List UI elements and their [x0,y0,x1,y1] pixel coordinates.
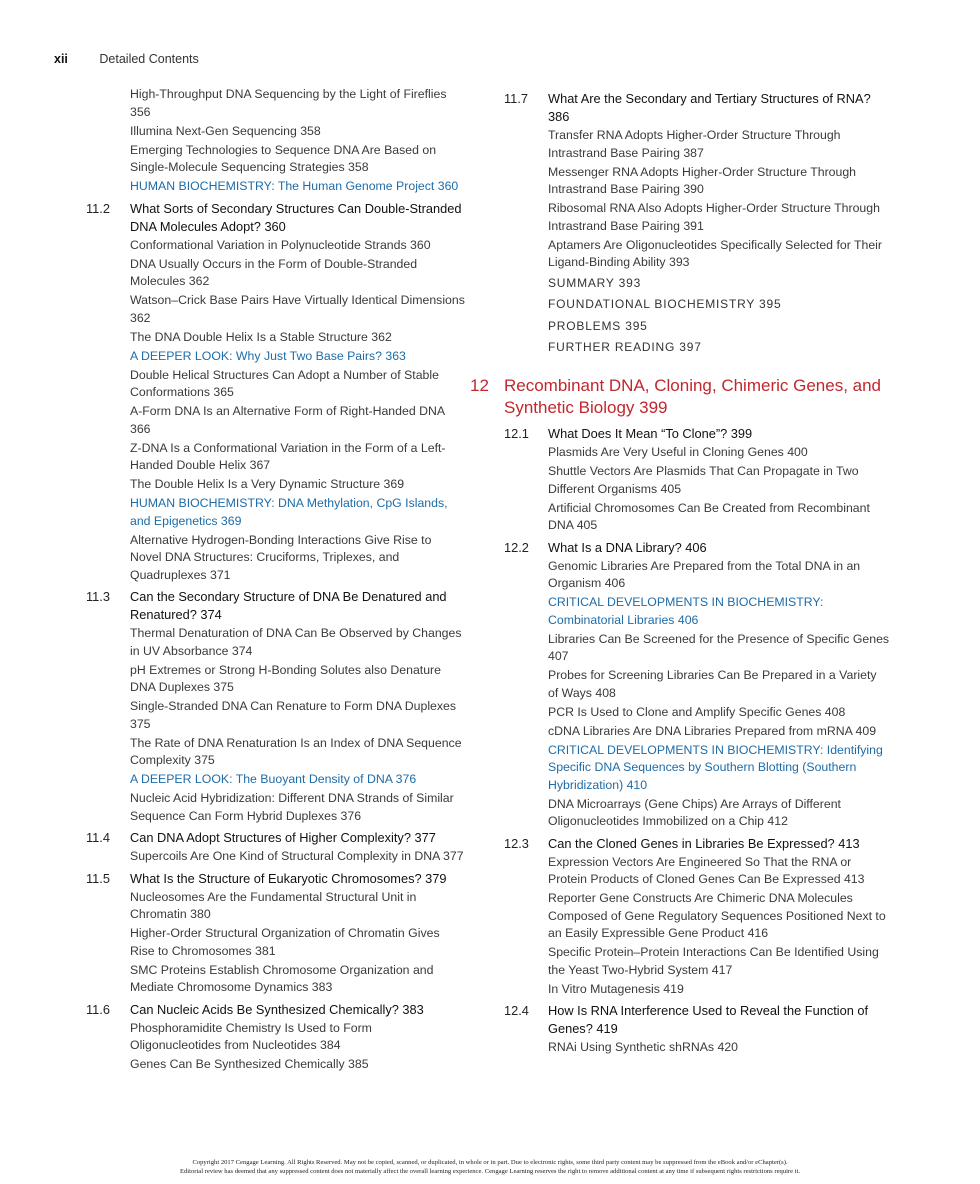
section-number: 12.4 [504,1003,529,1018]
section-number: 11.6 [86,1001,110,1017]
feature-box-link[interactable]: A DEEPER LOOK: The Buoyant Density of DNA 376 [130,772,417,786]
toc-subentry[interactable]: Transfer RNA Adopts Higher-Order Structure Through Intrastrand Base Pairing 387 [548,128,841,160]
toc-subentry[interactable]: Nucleosomes Are the Fundamental Structural Unit in Chromatin 380 [130,889,417,921]
toc-subentry[interactable]: Genes Can Be Synthesized Chemically 385 [130,1057,369,1071]
toc-subentry[interactable]: DNA Usually Occurs in the Form of Double-Stranded Molecules 362 [130,256,418,288]
toc-section[interactable] [504,539,890,557]
toc-subentry[interactable]: Higher-Order Structural Organization of Chromatin Gives Rise to Chromosomes 381 [130,926,440,958]
toc-subentry[interactable]: Probes for Screening Libraries Can Be Prepared in a Variety of Ways 408 [548,668,877,700]
toc-subentry[interactable]: RNAi Using Synthetic shRNAs 420 [548,1040,738,1054]
toc-subentry[interactable]: Specific Protein–Protein Interactions Can Be Identified Using the Yeast Two-Hybrid System 417 [548,945,879,977]
section-title[interactable]: Can Nucleic Acids Be Synthesized Chemically? 383 [130,1001,424,1017]
toc-subentry[interactable]: The Rate of DNA Renaturation Is an Index of DNA Sequence Complexity 375 [130,735,462,767]
toc-section[interactable] [86,200,466,236]
toc-subentry[interactable]: Ribosomal RNA Also Adopts Higher-Order Structure Through Intrastrand Base Pairing 391 [548,201,880,233]
toc-subentry[interactable]: Alternative Hydrogen-Bonding Interactions Give Rise to Novel DNA Structures: Cruciforms, Triplexes, and Quadruplexes 371 [130,532,432,582]
toc-section[interactable] [504,425,890,443]
toc-subentry[interactable]: Reporter Gene Constructs Are Chimeric DNA Molecules Composed of Gene Regulatory Sequences Positioned Next to an Easily Expressible Gene Product 416 [548,891,886,940]
section-number: 12.3 [504,835,529,851]
toc-subentry[interactable]: Illumina Next-Gen Sequencing 358 [130,123,321,138]
copyright-footer [0,1158,980,1176]
toc-subentry[interactable]: Thermal Denaturation of DNA Can Be Observed by Changes in UV Absorbance 374 [130,626,462,658]
copyright-line-2: Editorial review has deemed that any suppressed content does not materially affect the overall learning experience. Cengage Learning reserves the right to remove additional content at any time if subsequent rights restrictions require it. [179,1168,801,1175]
feature-box-link[interactable]: CRITICAL DEVELOPMENTS IN BIOCHEMISTRY: Identifying Specific DNA Sequences by Southern Blotting (Southern Hybridization) 410 [548,742,883,792]
feature-box-link[interactable]: HUMAN BIOCHEMISTRY: The Human Genome Project 360 [130,179,459,193]
section-number: 11.4 [86,830,110,845]
page-header [54,52,199,66]
toc-subentry[interactable]: Supercoils Are One Kind of Structural Complexity in DNA 377 [130,849,464,863]
toc-subentry[interactable]: Artificial Chromosomes Can Be Created from Recombinant DNA 405 [548,500,870,532]
section-number: 12.2 [504,539,529,555]
end-matter-item[interactable]: FURTHER READING 397 [548,340,702,354]
section-title[interactable]: What Sorts of Secondary Structures Can Double-Stranded DNA Molecules Adopt? 360 [130,200,462,234]
right-column [470,86,890,1058]
toc-subentry[interactable]: Phosphoramidite Chemistry Is Used to Form Oligonucleotides from Nucleotides 384 [130,1020,372,1052]
section-number: 11.5 [86,870,110,886]
toc-subentry[interactable]: SMC Proteins Establish Chromosome Organization and Mediate Chromosome Dynamics 383 [130,962,434,994]
section-title[interactable]: What Does It Mean “To Clone”? 399 [548,426,753,441]
section-title[interactable]: What Is the Structure of Eukaryotic Chromosomes? 379 [130,870,447,886]
toc-subentry[interactable]: cDNA Libraries Are DNA Libraries Prepared from mRNA 409 [548,723,877,738]
toc-section[interactable] [86,870,466,888]
section-title[interactable]: What Is a DNA Library? 406 [548,539,707,555]
toc-section[interactable] [86,829,466,847]
toc-section[interactable] [504,1002,890,1038]
toc-section[interactable] [86,588,466,624]
toc-subentry[interactable]: Double Helical Structures Can Adopt a Number of Stable Conformations 365 [130,367,439,399]
end-matter-item[interactable]: FOUNDATIONAL BIOCHEMISTRY 395 [548,297,782,311]
section-number: 12.1 [504,426,529,441]
end-matter-item[interactable]: SUMMARY 393 [548,275,642,290]
toc-subentry[interactable]: Messenger RNA Adopts Higher-Order Structure Through Intrastrand Base Pairing 390 [548,164,857,196]
toc-subentry[interactable]: Plasmids Are Very Useful in Cloning Genes 400 [548,445,808,459]
toc-section[interactable] [504,835,890,853]
toc-subentry[interactable]: A-Form DNA Is an Alternative Form of Right-Handed DNA 366 [130,404,445,436]
toc-subentry[interactable]: Expression Vectors Are Engineered So That the RNA or Protein Products of Cloned Genes Can Be Expressed 413 [548,854,865,886]
toc-subentry[interactable]: Genomic Libraries Are Prepared from the Total DNA in an Organism 406 [548,558,861,590]
feature-box-link[interactable]: CRITICAL DEVELOPMENTS IN BIOCHEMISTRY: Combinatorial Libraries 406 [548,595,824,627]
toc-subentry[interactable]: DNA Microarrays (Gene Chips) Are Arrays of Different Oligonucleotides Immobilized on a Chip 412 [548,796,841,828]
section-number: 11.7 [504,91,528,106]
toc-subentry[interactable]: Nucleic Acid Hybridization: Different DNA Strands of Similar Sequence Can Form Hybrid Duplexes 376 [130,791,454,823]
end-matter-item[interactable]: PROBLEMS 395 [548,318,648,333]
toc-subentry[interactable]: In Vitro Mutagenesis 419 [548,981,684,996]
toc-subentry[interactable]: Single-Stranded DNA Can Renature to Form DNA Duplexes 375 [130,699,457,731]
chapter-title[interactable]: Recombinant DNA, Cloning, Chimeric Genes, and Synthetic Biology 399 [504,376,882,417]
section-title[interactable]: What Are the Secondary and Tertiary Structures of RNA? 386 [548,91,871,124]
toc-subentry[interactable]: Libraries Can Be Screened for the Presence of Specific Genes 407 [548,631,890,663]
chapter-heading[interactable] [470,375,890,419]
feature-box-link[interactable]: A DEEPER LOOK: Why Just Two Base Pairs? 363 [130,348,406,363]
section-title[interactable]: How Is RNA Interference Used to Reveal the Function of Genes? 419 [548,1003,869,1036]
toc-subentry[interactable]: Conformational Variation in Polynucleotide Strands 360 [130,237,431,252]
toc-subentry[interactable]: Watson–Crick Base Pairs Have Virtually Identical Dimensions 362 [130,293,465,325]
section-number: 11.3 [86,589,110,604]
toc-subentry[interactable]: High-Throughput DNA Sequencing by the Light of Fireflies 356 [130,87,447,119]
section-title[interactable]: Can the Secondary Structure of DNA Be Denatured and Renatured? 374 [130,589,447,622]
toc-subentry[interactable]: The DNA Double Helix Is a Stable Structure 362 [130,329,392,344]
toc-subentry[interactable]: pH Extremes or Strong H-Bonding Solutes also Denature DNA Duplexes 375 [130,662,441,694]
running-title: Detailed Contents [99,52,199,66]
section-title[interactable]: Can DNA Adopt Structures of Higher Complexity? 377 [130,830,436,845]
left-column [86,86,466,1075]
feature-box-link[interactable]: HUMAN BIOCHEMISTRY: DNA Methylation, CpG Islands, and Epigenetics 369 [130,496,448,528]
toc-section[interactable] [504,90,890,126]
copyright-line-1: Copyright 2017 Cengage Learning. All Rights Reserved. May not be copied, scanned, or duplicated, in whole or in part. Due to electronic rights, some third party content may be suppressed from the eBook and/or eChapter(s). [192,1159,788,1166]
section-number: 11.2 [86,200,110,216]
chapter-number: 12 [470,376,489,395]
toc-subentry[interactable]: PCR Is Used to Clone and Amplify Specific Genes 408 [548,704,846,719]
section-title[interactable]: Can the Cloned Genes in Libraries Be Expressed? 413 [548,835,860,851]
toc-subentry[interactable]: Shuttle Vectors Are Plasmids That Can Propagate in Two Different Organisms 405 [548,464,859,496]
end-matter [470,275,890,357]
toc-subentry[interactable]: Z-DNA Is a Conformational Variation in the Form of a Left-Handed Double Helix 367 [130,440,446,472]
toc-subentry[interactable]: Emerging Technologies to Sequence DNA Are Based on Single-Molecule Sequencing Strategies 358 [130,142,437,174]
toc-subentry[interactable]: Aptamers Are Oligonucleotides Specifically Selected for Their Ligand-Binding Ability 393 [548,237,883,269]
page-number: xii [54,52,68,66]
toc-subentry[interactable]: The Double Helix Is a Very Dynamic Structure 369 [130,477,405,491]
toc-section[interactable] [86,1001,466,1019]
